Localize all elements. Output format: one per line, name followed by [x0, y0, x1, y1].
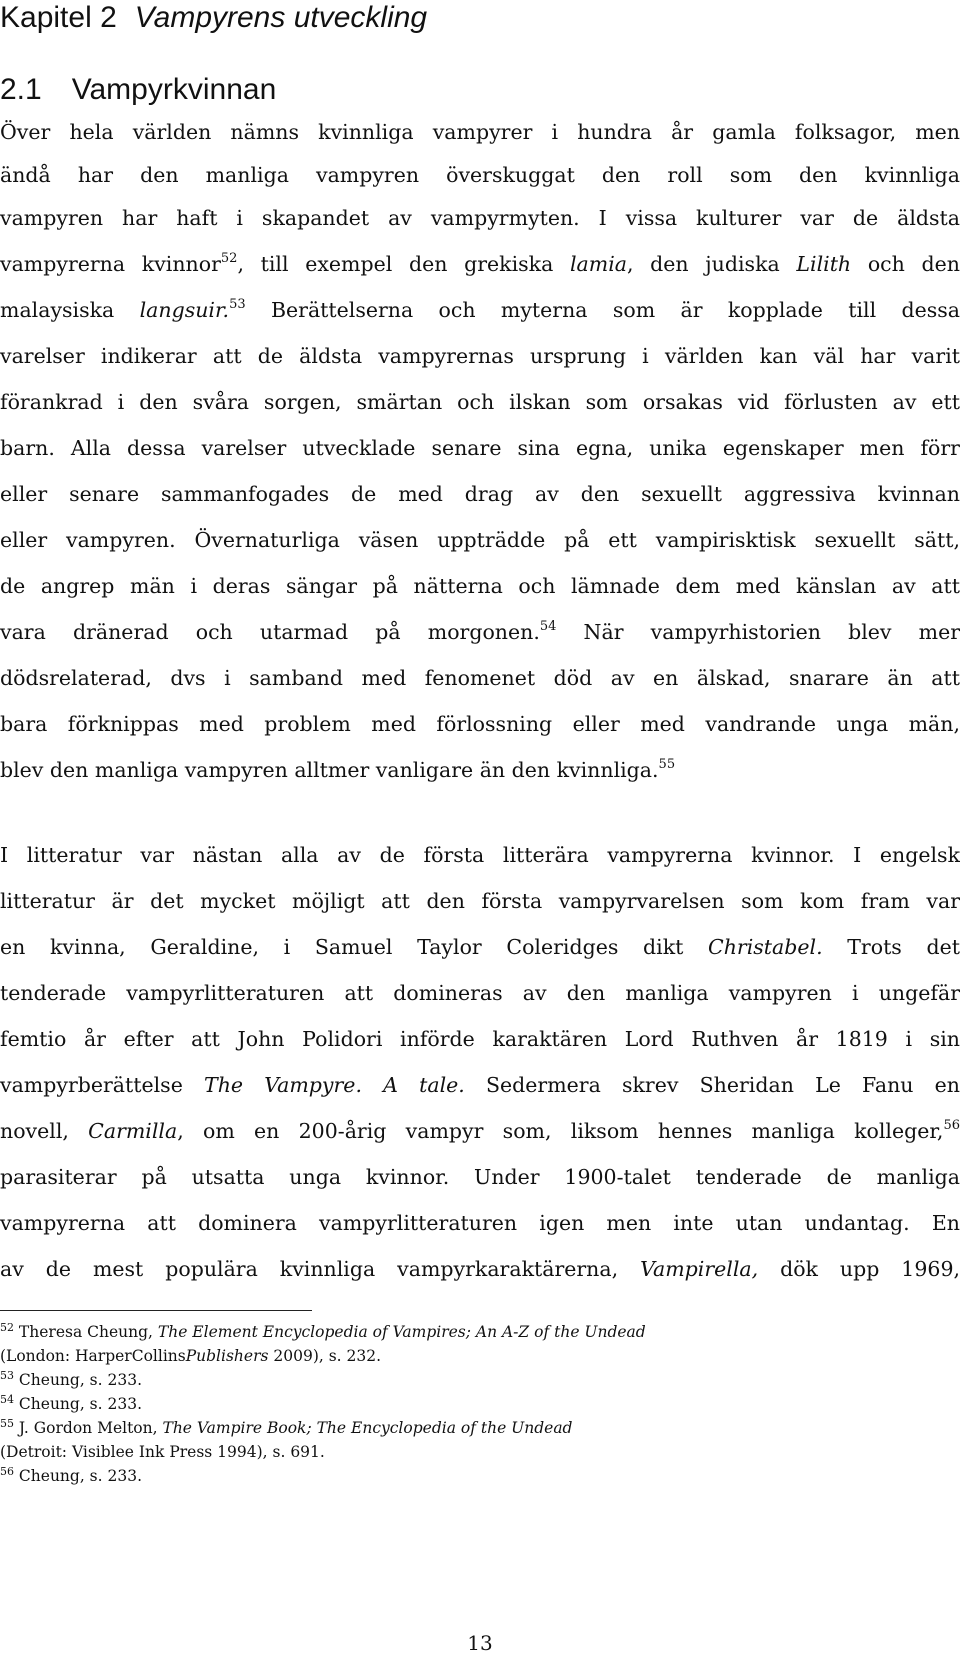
footnote-ref: 54	[539, 619, 557, 634]
body-line: de angrep män i deras sängar på nätterna och lämnade dem med känslan av att	[0, 574, 960, 598]
footnote-separator	[0, 1310, 312, 1311]
chapter-title: Vampyrens utveckling	[134, 1, 428, 34]
footnote-54: $^{54}$ Cheung, s. 233.	[0, 1393, 143, 1413]
body-line: förankrad i den svåra sorgen, smärtan och ilskan som orsakas vid förlusten av ett	[0, 390, 960, 414]
body-line: femtio år efter att John Polidori införde karaktären Lord Ruthven år 1819 i sin	[0, 1027, 960, 1051]
body-line: eller senare sammanfogades de med drag av den sexuellt aggressiva kvinnan	[0, 482, 960, 506]
body-line: vampyrberättelse The Vampyre. A tale. Sedermera skrev Sheridan Le Fanu en	[0, 1073, 960, 1097]
body-line: parasiterar på utsatta unga kvinnor. Under 1900-talet tenderade de manliga	[0, 1165, 960, 1189]
section-title: Vampyrkvinnan	[71, 73, 277, 106]
footnote-55: $^{55}$ J. Gordon Melton, The Vampire Book; The Encyclopedia of the Undead	[0, 1417, 573, 1437]
footnote-ref: 55	[658, 757, 676, 772]
body-line: malaysiska langsuir.$^{53}$ Berättelserna och myterna som är kopplade till dessa	[0, 297, 960, 322]
body-line: vara dränerad och utarmad på morgonen.$^{54}$ När vampyrhistorien blev mer	[0, 619, 960, 644]
body-line: I litteratur var nästan alla av de första litterära vampyrerna kvinnor. I engelsk	[0, 843, 960, 867]
footnote-56: $^{56}$ Cheung, s. 233.	[0, 1465, 143, 1485]
body-line: vampyren har haft i skapandet av vampyrmyten. I vissa kulturer var de äldsta	[0, 206, 960, 230]
body-line: litteratur är det mycket möjligt att den första vampyrvarelsen som kom fram var	[0, 889, 960, 913]
body-line: novell, Carmilla, om en 200-årig vampyr som, liksom hennes manliga kolleger,$^{56}$	[0, 1118, 960, 1143]
body-line: barn. Alla dessa varelser utvecklade senare sina egna, unika egenskaper men förr	[0, 436, 960, 460]
footnote-53: $^{53}$ Cheung, s. 233.	[0, 1369, 143, 1389]
body-line: av de mest populära kvinnliga vampyrkaraktärerna, Vampirella, dök upp 1969,	[0, 1257, 960, 1281]
body-line: varelser indikerar att de äldsta vampyrernas ursprung i världen kan väl har varit	[0, 344, 960, 368]
body-line: eller vampyren. Övernaturliga väsen uppträdde på ett vampirisktisk sexuellt sätt,	[0, 528, 960, 552]
body-line: vampyrerna kvinnor$^{52}$, till exempel den grekiska lamia, den judiska Lilith och den	[0, 251, 960, 276]
body-line: ändå har den manliga vampyren överskuggat den roll som den kvinnliga	[0, 163, 960, 187]
body-line: Över hela världen nämns kvinnliga vampyrer i hundra år gamla folksagor, men	[0, 120, 960, 144]
section-heading	[0, 72, 276, 108]
footnote-ref: 52	[220, 251, 238, 266]
body-line: dödsrelaterad, dvs i samband med fenomenet död av en älskad, snarare än att	[0, 666, 960, 690]
section-number: 2.1	[0, 73, 42, 106]
footnote-ref: 56	[943, 1118, 960, 1133]
footnote-55-cont: (Detroit: Visiblee Ink Press 1994), s. 691.	[0, 1443, 325, 1461]
body-line: vampyrerna att dominera vampyrlitteraturen igen men inte utan undantag. En	[0, 1211, 960, 1235]
chapter-heading	[0, 0, 427, 36]
body-line: blev den manliga vampyren alltmer vanligare än den kvinnliga.$^{55}$	[0, 757, 676, 782]
footnote-52-cont: (London: HarperCollinsPublishers 2009), s. 232.	[0, 1347, 382, 1365]
body-line: bara förknippas med problem med förlossning eller med vandrande unga män,	[0, 712, 960, 736]
page-number: 13	[467, 1631, 493, 1655]
footnote-52: $^{52}$ Theresa Cheung, The Element Encyclopedia of Vampires; An A-Z of the Undead	[0, 1321, 646, 1341]
chapter-label: Kapitel 2	[0, 1, 117, 34]
body-line: en kvinna, Geraldine, i Samuel Taylor Coleridges dikt Christabel. Trots det	[0, 935, 960, 959]
body-line: tenderade vampyrlitteraturen att domineras av den manliga vampyren i ungefär	[0, 981, 960, 1005]
footnote-ref: 53	[229, 297, 246, 312]
